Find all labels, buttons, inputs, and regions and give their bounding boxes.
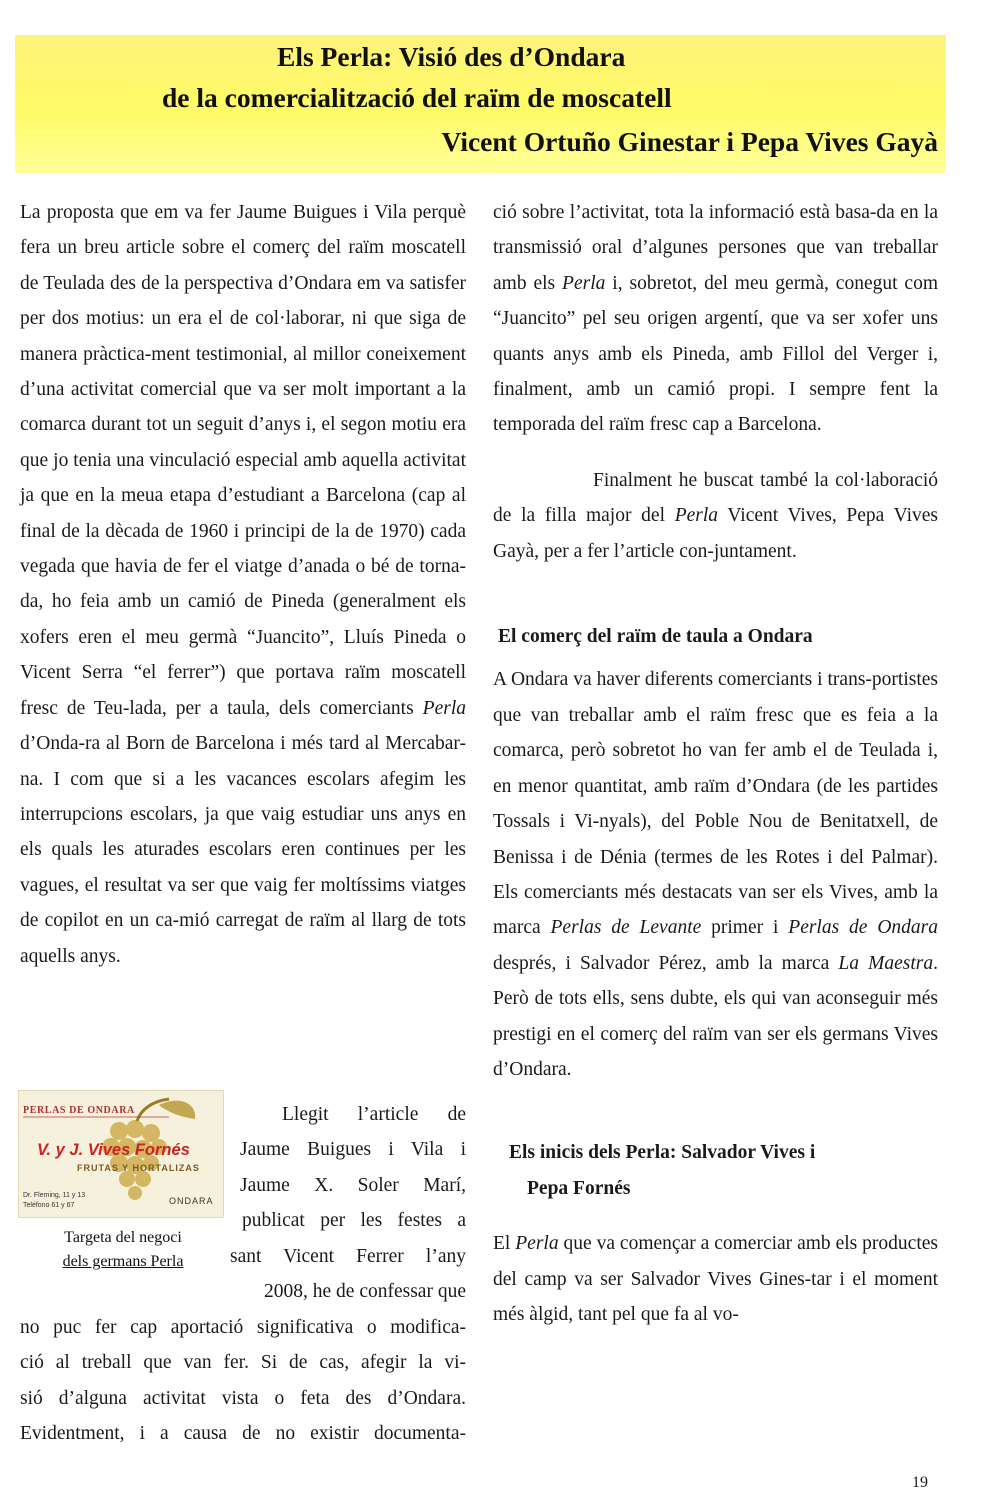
- title-banner: [15, 35, 946, 173]
- wrap-line: 2008, he de confessar que: [264, 1281, 466, 1303]
- wrap-line: publicat per les festes a: [242, 1210, 466, 1232]
- right-paragraph-3-end: . Però de tots ells, sens dubte, els qui van aconseguir més prestigi en el comerç del raïm van ser els germans Vives d’Ondara.: [493, 952, 938, 1080]
- right-paragraph-4-end: que va començar a comerciar amb els productes del camp va ser Salvador Vives Gines-tar i el moment més àlgid, tant pel que fa al vo-: [493, 1233, 938, 1325]
- right-paragraph-4: [493, 1226, 938, 1332]
- right-paragraph-1-end: i, sobretot, del meu germà, conegut com “Juancito” pel seu origen argentí, que va ser xofer uns quants anys amb els Pineda, amb Fillol del Verger i, finalment, amb un camió propi. I sempre fent la temporada del raïm fresc cap a Barcelona.: [493, 272, 938, 436]
- card-company-name: V. y J. Vives Fornés: [37, 1141, 190, 1159]
- article-title-line-2: de la comercialització del raïm de moscatell: [162, 82, 672, 113]
- section-heading-origins: [493, 1135, 938, 1206]
- caption-line-1: Targeta del negoci: [64, 1229, 182, 1246]
- wrap-line: Llegit l’article de: [282, 1104, 466, 1125]
- right-paragraph-3-text: A Ondara va haver diferents comerciants i trans-portistes que van treballar amb el raïm fresc que es feia a la comarca, però sobretot ho van fer amb el de Teulada i, en menor quantitat, amb raïm d’Ondara (de les partides Tossals i Vi-nyals), del Poble Nou de Benitatxell, de Benissa i de Dénia (termes de les Rotes i del Palmar). Els comerciants més destacats van ser els Vives, amb la marca: [493, 669, 938, 939]
- wrap-line: Jaume Buigues i Vila i: [240, 1139, 466, 1161]
- left-paragraph-2-wrapped: [230, 1097, 466, 1309]
- caption-line-2: dels germans Perla: [62, 1253, 184, 1270]
- right-paragraph-2-end: Vicent Vives, Pepa Vives Gayà, per a fer l’article con-juntament.: [493, 505, 938, 562]
- continuation-line: sió d’alguna activitat vista o feta des d’Ondara.: [20, 1387, 466, 1409]
- perla-emphasis: Perla: [422, 697, 466, 719]
- perla-emphasis: Perla: [515, 1233, 559, 1255]
- card-phone: Teléfono 61 y 67: [23, 1202, 75, 1209]
- card-brand-text: PERLAS DE ONDARA: [23, 1105, 135, 1116]
- article-authors: Vicent Ortuño Ginestar i Pepa Vives Gayà: [441, 126, 938, 157]
- right-paragraph-3-text: després, i Salvador Pérez, amb la marca: [493, 952, 839, 974]
- continuation-line: Evidentment, i a causa de no existir documenta-: [20, 1423, 466, 1445]
- perla-emphasis: Perla: [562, 272, 606, 294]
- page-number: 19: [912, 1474, 928, 1491]
- business-card-image: [18, 1090, 224, 1218]
- right-paragraph-4-text: El: [493, 1233, 516, 1255]
- brand-emphasis: La Maestra: [838, 952, 934, 974]
- right-paragraph-2: [493, 463, 938, 569]
- card-address: Dr. Fleming, 11 y 13: [23, 1192, 86, 1199]
- continuation-line: ció al treball que van fer. Si de cas, afegir la vi-: [20, 1352, 466, 1374]
- article-title-line-1: Els Perla: Visió des d’Ondara: [277, 41, 626, 72]
- right-paragraph-1: [493, 195, 938, 443]
- left-paragraph-1-text: La proposta que em va fer Jaume Buigues i Vila perquè fera un breu article sobre el comerç del raïm moscatell de Teulada des de la perspectiva d’Ondara em va satisfer per dos motius: un era el de col·laborar, ni que siga de manera pràctica-ment testimonial, al millor coneixement d’una activitat comercial que va ser molt important a la comarca durant tot un seguit d’anys i, el segon motiu era que jo tenia una vinculació especial amb aquella activitat ja que en la meua etapa d’estudiant a Barcelona (cap al final de la dècada de 1960 i principi de la de 1970) cada vegada que havia de fer el viatge d’anada o bé de torna-da, ho feia amb un camió de Pineda (generalment els xofers eren el meu germà “Juancito”, Lluís Pineda o Vicent Serra “el ferrer”) que portava raïm moscatell fresc de Teu-lada, per a taula, dels comerciants: [20, 202, 466, 719]
- section-heading-line-1: Els inicis dels Perla: Salvador Vives i: [509, 1142, 816, 1164]
- right-paragraph-2-text: Finalment he buscat també la col·laboració de la filla major del: [493, 469, 938, 527]
- card-subtitle: FRUTAS Y HORTALIZAS: [77, 1163, 200, 1173]
- left-column: [20, 195, 466, 974]
- left-paragraph-1-end: d’Onda-ra al Born de Barcelona i més tard al Mercabar-na. I com que si a les vacances escolars afegim les interrupcions escolars, ja que vaig estudiar uns anys en els quals les aturades escolars eren continues per les vagues, el resultat va ser que vaig fer moltíssims viatges de copilot en un ca-mió carregat de raïm al llarg de tots aquells anys.: [20, 733, 466, 967]
- figure-caption: [18, 1226, 228, 1274]
- right-column: [493, 195, 938, 1332]
- brand-emphasis: Perlas de Levante: [550, 917, 702, 939]
- left-paragraph-1: [20, 195, 466, 974]
- wrap-line: Jaume X. Soler Marí,: [240, 1174, 466, 1196]
- right-paragraph-1-text: ció sobre l’activitat, tota la informació està basa-da en la transmissió oral d’algunes persones que van treballar amb els: [493, 202, 938, 294]
- brand-emphasis: Perlas de Ondara: [788, 917, 938, 939]
- section-heading-commerce: El comerç del raïm de taula a Ondara: [498, 626, 813, 648]
- right-paragraph-3: [493, 662, 938, 1087]
- left-paragraph-2-continuation: [20, 1310, 466, 1452]
- continuation-line: no puc fer cap aportació significativa o modifica-: [20, 1317, 466, 1338]
- section-heading-line-2: Pepa Fornés: [527, 1177, 631, 1199]
- wrap-line: sant Vicent Ferrer l’any: [230, 1245, 466, 1267]
- right-paragraph-3-text: primer i: [701, 917, 789, 939]
- perla-emphasis: Perla: [674, 505, 719, 527]
- card-city: ONDARA: [169, 1196, 214, 1206]
